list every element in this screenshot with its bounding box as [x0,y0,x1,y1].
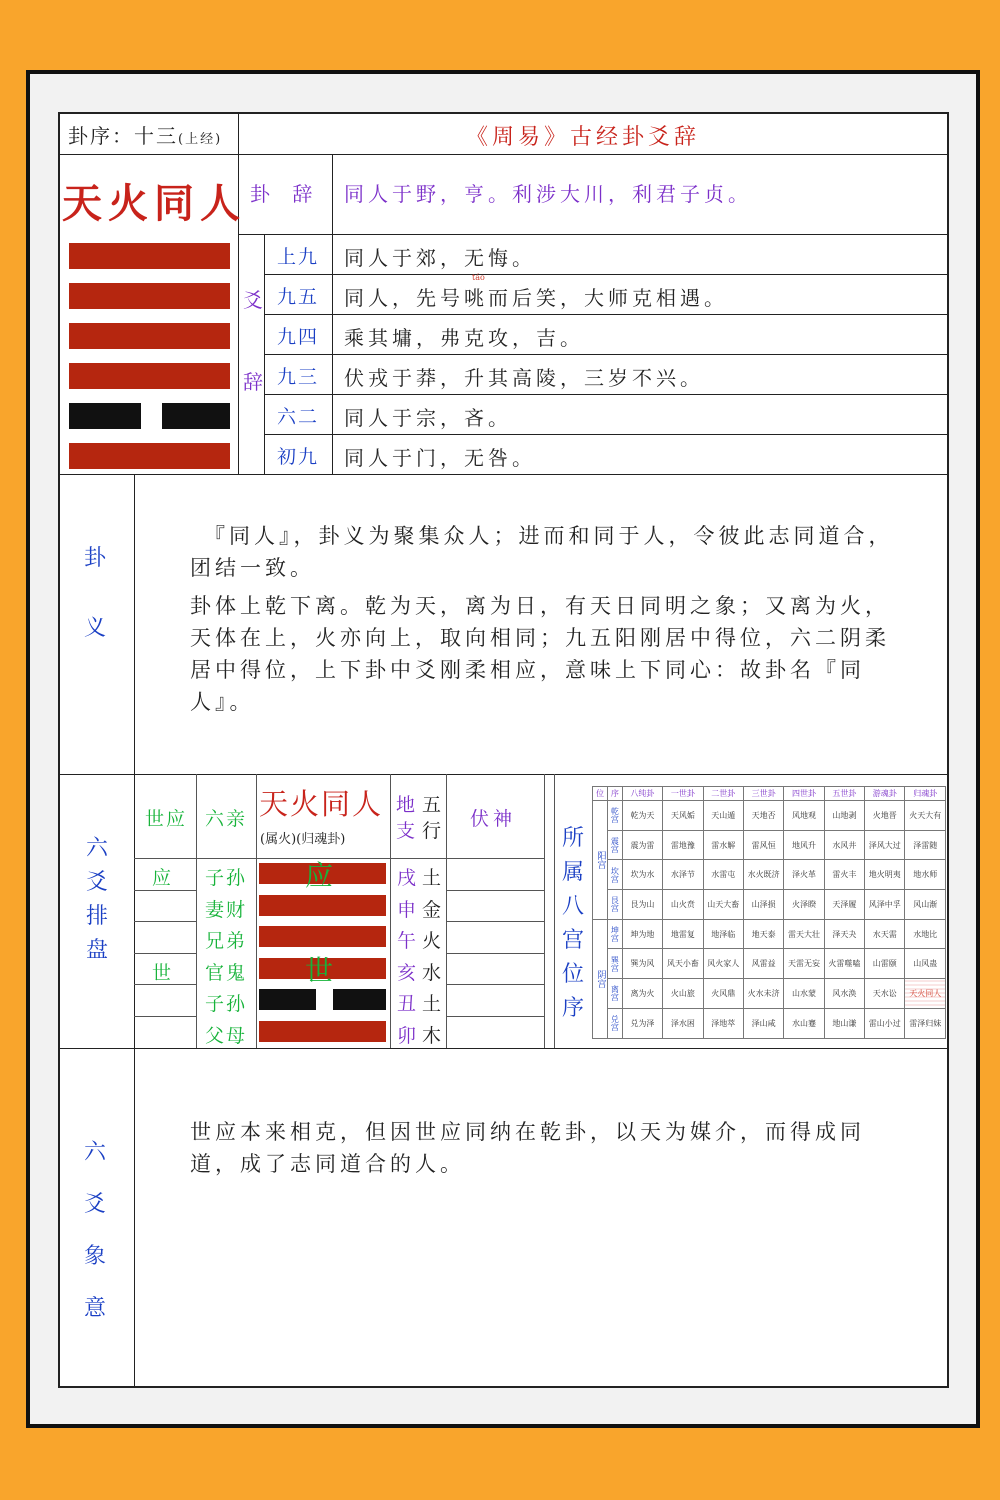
palace-header-cell: 游魂卦 [865,787,905,801]
xiangyi-label-char: 象 [83,1244,106,1269]
dizhi-header-1: 地 [396,794,416,816]
palace-cell: 水山蹇 [784,1008,824,1038]
palace-cell: 火天大有 [905,801,946,831]
palace-cell: 天雷无妄 [784,949,824,979]
shiying-divider [134,953,196,954]
palace-cell: 泽地萃 [703,1008,743,1038]
shiying-divider [134,1016,196,1017]
palace-cell: 震为雷 [622,830,662,860]
palace-cell: 雷山小过 [865,1008,905,1038]
palace-cell: 天泽履 [824,890,864,920]
line-text: 乘其墉，弗克攻，吉。 [344,326,584,350]
line-text: 同人于宗，吝。 [344,406,512,430]
line-text: 同人于门，无咎。 [344,446,536,470]
palace-cell: 地水师 [905,860,946,890]
palace-cell: 水地比 [905,919,946,949]
palace-cell: 泽天夬 [824,919,864,949]
line-position: 六二 [277,406,320,428]
palace-name: 兑宫 [607,1008,622,1038]
liuqin: 父母 [205,1025,248,1047]
palace-cell: 山泽损 [743,890,783,920]
yin-line-right [162,403,230,429]
palace-name: 巽宫 [607,949,622,979]
palace-cell: 雷地豫 [663,830,703,860]
palace-header-cell: 二世卦 [703,787,743,801]
meaning-paragraph-1: 『同人』，卦义为聚集众人；进而和同于人，令彼此志同道合，团结一致。 [190,524,894,580]
palace-cell: 雷泽归妹 [905,1008,946,1038]
line-row-divider [264,354,949,355]
palace-cell: 水泽节 [663,860,703,890]
palace-cell: 火地晋 [865,801,905,831]
eight-palace-table [592,786,946,1039]
wuxing: 水 [422,961,442,984]
dizhi: 亥 [397,961,417,984]
palace-cell: 天地否 [743,801,783,831]
meaning-label-1: 卦 [83,546,106,571]
yang-line [69,243,230,269]
yang-line [69,363,230,389]
dizhi: 申 [397,898,417,921]
judgment-text: 同人于野，亨。利涉大川，利君子贞。 [344,182,752,206]
palace-cell: 风地观 [784,801,824,831]
palace-name: 震宫 [607,830,622,860]
line-marker: 应 [305,859,334,892]
pronunciation-note: táo [472,273,485,282]
palace-cell: 离为火 [622,979,662,1009]
order-label: 卦序：十三(上经) [68,124,223,148]
shiying-header: 世应 [145,808,188,830]
palace-cell: 泽山咸 [743,1008,783,1038]
yang-line [69,283,230,309]
palace-cell: 泽火革 [784,860,824,890]
dizhi: 丑 [397,993,417,1016]
palace-cell: 坎为水 [622,860,662,890]
palace-cell: 山雷颐 [865,949,905,979]
palace-cell: 水风井 [824,830,864,860]
palace-cell: 山水蒙 [784,979,824,1009]
shiying-mark: 世 [152,961,172,984]
line-row-divider [264,434,949,435]
palace-cell: 地火明夷 [865,860,905,890]
fushen-divider [446,1016,544,1017]
line-row-divider [264,394,949,395]
palace-cell: 地雷复 [663,919,703,949]
palace-cell: 火泽睽 [784,890,824,920]
palace-cell: 雷火丰 [824,860,864,890]
palace-header-cell: 位 [593,787,608,801]
meaning-label-2: 义 [83,616,106,641]
liuyao-label-char: 爻 [85,870,108,895]
palace-header-cell: 三世卦 [743,787,783,801]
yin-line-left [259,989,316,1010]
line-text-label-bottom: 辞 [243,370,263,394]
shiying-mark: 应 [152,867,172,889]
dizhi: 戌 [397,867,417,889]
wuxing: 木 [422,1025,442,1047]
judgment-label: 卦 辞 [250,182,321,206]
palace-name: 坤宫 [607,919,622,949]
palace-header-cell: 一世卦 [663,787,703,801]
palace-cell: 雷水解 [703,830,743,860]
yang-line [259,895,386,916]
palace-cell: 兑为泽 [622,1008,662,1038]
wuxing-header-2: 行 [422,820,442,842]
line-position: 九五 [277,286,320,308]
palace-cell: 地风升 [784,830,824,860]
liuqin: 官鬼 [205,961,248,984]
palace-label-char: 八 [561,894,584,919]
palace-cell: 泽雷随 [905,830,946,860]
shiying-divider [134,921,196,922]
palace-header-cell: 五世卦 [824,787,864,801]
xiangyi-label-char: 意 [83,1296,106,1321]
wuxing: 土 [422,993,442,1016]
line-position: 九四 [277,326,320,348]
line-text: 伏戎于莽，升其高陵，三岁不兴。 [344,366,704,390]
yin-line-left [69,403,141,429]
line-position: 初九 [277,446,320,468]
palace-header-cell: 四世卦 [784,787,824,801]
wuxing-header-1: 五 [422,794,442,816]
palace-cell: 风山渐 [905,890,946,920]
palace-cell: 雷天大壮 [784,919,824,949]
palace-cell: 地山谦 [824,1008,864,1038]
liuqin: 子孙 [205,867,248,889]
liuqin: 兄弟 [205,930,248,953]
palace-cell: 火雷噬嗑 [824,949,864,979]
fushen-divider [446,984,544,985]
palace-label-char: 位 [561,962,584,987]
palace-cell: 火水未济 [743,979,783,1009]
palace-name: 坎宫 [607,860,622,890]
xiangyi-label-char: 爻 [83,1192,106,1217]
palace-cell: 火山旅 [663,979,703,1009]
palace-label-char: 属 [561,860,584,885]
palace-cell: 雷风恒 [743,830,783,860]
palace-cell: 天山遁 [703,801,743,831]
liuyao-label-char: 盘 [85,938,108,963]
meaning-paragraph-2: 卦体上乾下离。乾为天，离为日，有天日同明之象；又离为火，天体在上，火亦向上，取向相同；九五阳刚居中得位，六二阴柔居中得位，上下卦中爻刚柔相应，意味上下同心：故卦名『同人』。 [190,594,890,714]
line-text-label-top: 爻 [243,288,263,312]
liuqin: 妻财 [205,898,248,921]
palace-name: 离宫 [607,979,622,1009]
line-row-divider [264,314,949,315]
palace-label-char: 所 [561,826,584,851]
yang-palace-label: 阳宫 [593,801,608,920]
liuyao-hex-name: 天火同人 [259,787,384,821]
xiangyi-text: 世应本来相克，但因世应同纳在乾卦，以天为媒介，而得成同道，成了志同道合的人。 [190,1120,865,1176]
fushen-divider [446,953,544,954]
palace-cell: 山风蛊 [905,949,946,979]
fushen-divider [446,890,544,891]
dizhi: 午 [397,930,417,953]
palace-header-cell: 归魂卦 [905,787,946,801]
palace-cell: 风泽中孚 [865,890,905,920]
palace-cell: 艮为山 [622,890,662,920]
liuqin: 子孙 [205,993,248,1016]
yang-line [259,1021,386,1042]
palace-cell: 地泽临 [703,919,743,949]
palace-cell: 天水讼 [865,979,905,1009]
wuxing: 火 [422,930,442,953]
line-position: 九三 [277,366,320,388]
dizhi-header-2: 支 [396,820,416,842]
palace-cell: 天风姤 [663,801,703,831]
palace-cell: 山火贲 [663,890,703,920]
palace-cell: 水天需 [865,919,905,949]
line-text: 同人，先号咷而后笑，大师克相遇。 [344,286,728,310]
palace-label-char: 宫 [561,928,584,953]
yin-palace-label: 阴宫 [593,919,608,1038]
palace-cell: 乾为天 [622,801,662,831]
hexagram-name: 天火同人 [62,180,246,227]
palace-label-char: 序 [561,996,584,1021]
palace-cell: 风天小畜 [663,949,703,979]
liuqin-header: 六亲 [205,808,248,830]
palace-cell-highlight: 天火同人 [905,979,946,1009]
line-text: 同人于郊，无悔。 [344,246,536,270]
yang-line [69,443,230,469]
palace-cell: 山地剥 [824,801,864,831]
yang-line [69,323,230,349]
palace-cell: 火风鼎 [703,979,743,1009]
dizhi: 卯 [397,1025,417,1047]
liuyao-label-char: 排 [85,904,108,929]
yang-line [259,926,386,947]
yin-line-right [333,989,386,1010]
palace-cell: 坤为地 [622,919,662,949]
book-title: 《周易》古经卦爻辞 [466,125,701,150]
line-marker: 世 [305,953,334,987]
palace-cell: 水雷屯 [703,860,743,890]
palace-cell: 山天大畜 [703,890,743,920]
fushen-header: 伏神 [470,808,517,830]
liuyao-hex-sub: (属火)(归魂卦) [260,832,346,847]
palace-header-cell: 序 [607,787,622,801]
line-position: 上九 [277,246,320,268]
palace-cell: 风水涣 [824,979,864,1009]
palace-cell: 巽为风 [622,949,662,979]
palace-cell: 风雷益 [743,949,783,979]
fushen-divider [446,921,544,922]
wuxing: 金 [422,898,442,921]
liuyao-label-char: 六 [85,836,108,861]
wuxing: 土 [422,867,442,889]
palace-name: 艮宫 [607,890,622,920]
line-row-divider [264,274,949,275]
palace-cell: 水火既济 [743,860,783,890]
palace-cell: 地天泰 [743,919,783,949]
palace-cell: 泽风大过 [865,830,905,860]
palace-cell: 风火家人 [703,949,743,979]
palace-name: 乾宫 [607,801,622,831]
palace-header-cell: 八纯卦 [622,787,662,801]
xiangyi-label-char: 六 [83,1140,106,1165]
palace-cell: 泽水困 [663,1008,703,1038]
